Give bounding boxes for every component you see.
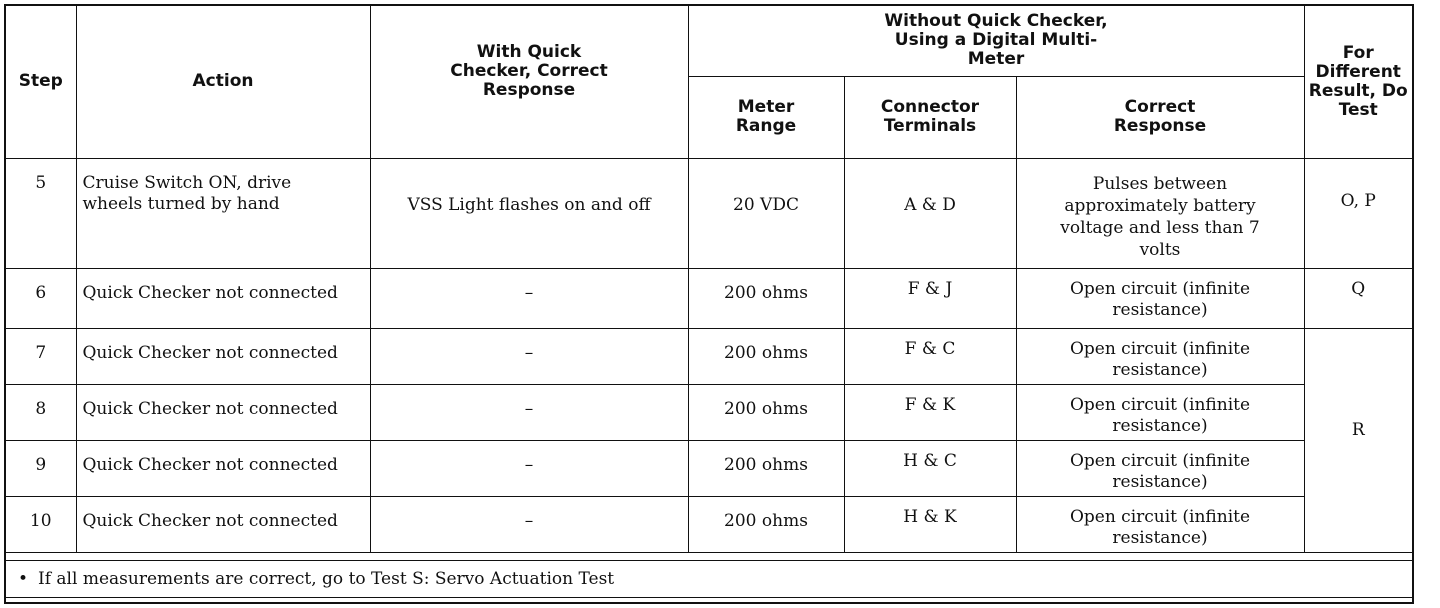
correct-response: Open circuit (infinite resistance)	[1016, 496, 1304, 552]
table-row	[6, 158, 1412, 268]
quick-checker-response: VSS Light flashes on and off	[370, 158, 688, 268]
action-text: Cruise Switch ON, drive wheels turned by hand	[76, 158, 370, 268]
connector-terminals: H & K	[844, 496, 1016, 552]
correct-response: Open circuit (infinite resistance)	[1016, 384, 1304, 440]
step-number: 10	[6, 496, 76, 552]
do-test: R	[1304, 328, 1412, 552]
meter-range: 200 ohms	[688, 384, 844, 440]
action-text: Quick Checker not connected	[76, 384, 370, 440]
header-step: Step	[6, 6, 76, 158]
bullet-icon: •	[18, 569, 29, 589]
connector-terminals: H & C	[844, 440, 1016, 496]
correct-response: Open circuit (infinite resistance)	[1016, 440, 1304, 496]
header-action: Action	[76, 6, 370, 158]
footer-note	[6, 560, 1412, 598]
header-correct-response: Correct Response	[1016, 76, 1304, 158]
header-meter-range: Meter Range	[688, 76, 844, 158]
quick-checker-response: –	[370, 384, 688, 440]
action-text: Quick Checker not connected	[76, 268, 370, 328]
footer-note-text: If all measurements are correct, go to Test S: Servo Actuation Test	[38, 569, 615, 589]
action-text: Quick Checker not connected	[76, 496, 370, 552]
table-row	[6, 328, 1412, 384]
diagnostic-procedure-sheet	[4, 4, 1414, 604]
table-row	[6, 440, 1412, 496]
diagnostic-table	[6, 6, 1412, 553]
table-row	[6, 496, 1412, 552]
connector-terminals: F & K	[844, 384, 1016, 440]
header-without-quick-checker: Without Quick Checker, Using a Digital Multi-Meter	[688, 6, 1304, 76]
table-row	[6, 384, 1412, 440]
header-connector-terminals: Connector Terminals	[844, 76, 1016, 158]
step-number: 6	[6, 268, 76, 328]
correct-response: Open circuit (infinite resistance)	[1016, 328, 1304, 384]
action-text: Quick Checker not connected	[76, 440, 370, 496]
header-with-quick-checker: With Quick Checker, Correct Response	[370, 6, 688, 158]
connector-terminals: F & C	[844, 328, 1016, 384]
step-number: 8	[6, 384, 76, 440]
table-row	[6, 268, 1412, 328]
quick-checker-response: –	[370, 496, 688, 552]
connector-terminals: F & J	[844, 268, 1016, 328]
correct-response: Open circuit (infinite resistance)	[1016, 268, 1304, 328]
step-number: 5	[6, 158, 76, 268]
do-test: Q	[1304, 268, 1412, 328]
step-number: 7	[6, 328, 76, 384]
header-row-top	[6, 6, 1412, 76]
correct-response: Pulses between approximately battery voltage and less than 7 volts	[1016, 158, 1304, 268]
quick-checker-response: –	[370, 328, 688, 384]
meter-range: 20 VDC	[688, 158, 844, 268]
do-test: O, P	[1304, 158, 1412, 268]
connector-terminals: A & D	[844, 158, 1016, 268]
meter-range: 200 ohms	[688, 496, 844, 552]
meter-range: 200 ohms	[688, 440, 844, 496]
quick-checker-response: –	[370, 440, 688, 496]
quick-checker-response: –	[370, 268, 688, 328]
step-number: 9	[6, 440, 76, 496]
meter-range: 200 ohms	[688, 268, 844, 328]
header-different-result: For Different Result, Do Test	[1304, 6, 1412, 158]
action-text: Quick Checker not connected	[76, 328, 370, 384]
meter-range: 200 ohms	[688, 328, 844, 384]
